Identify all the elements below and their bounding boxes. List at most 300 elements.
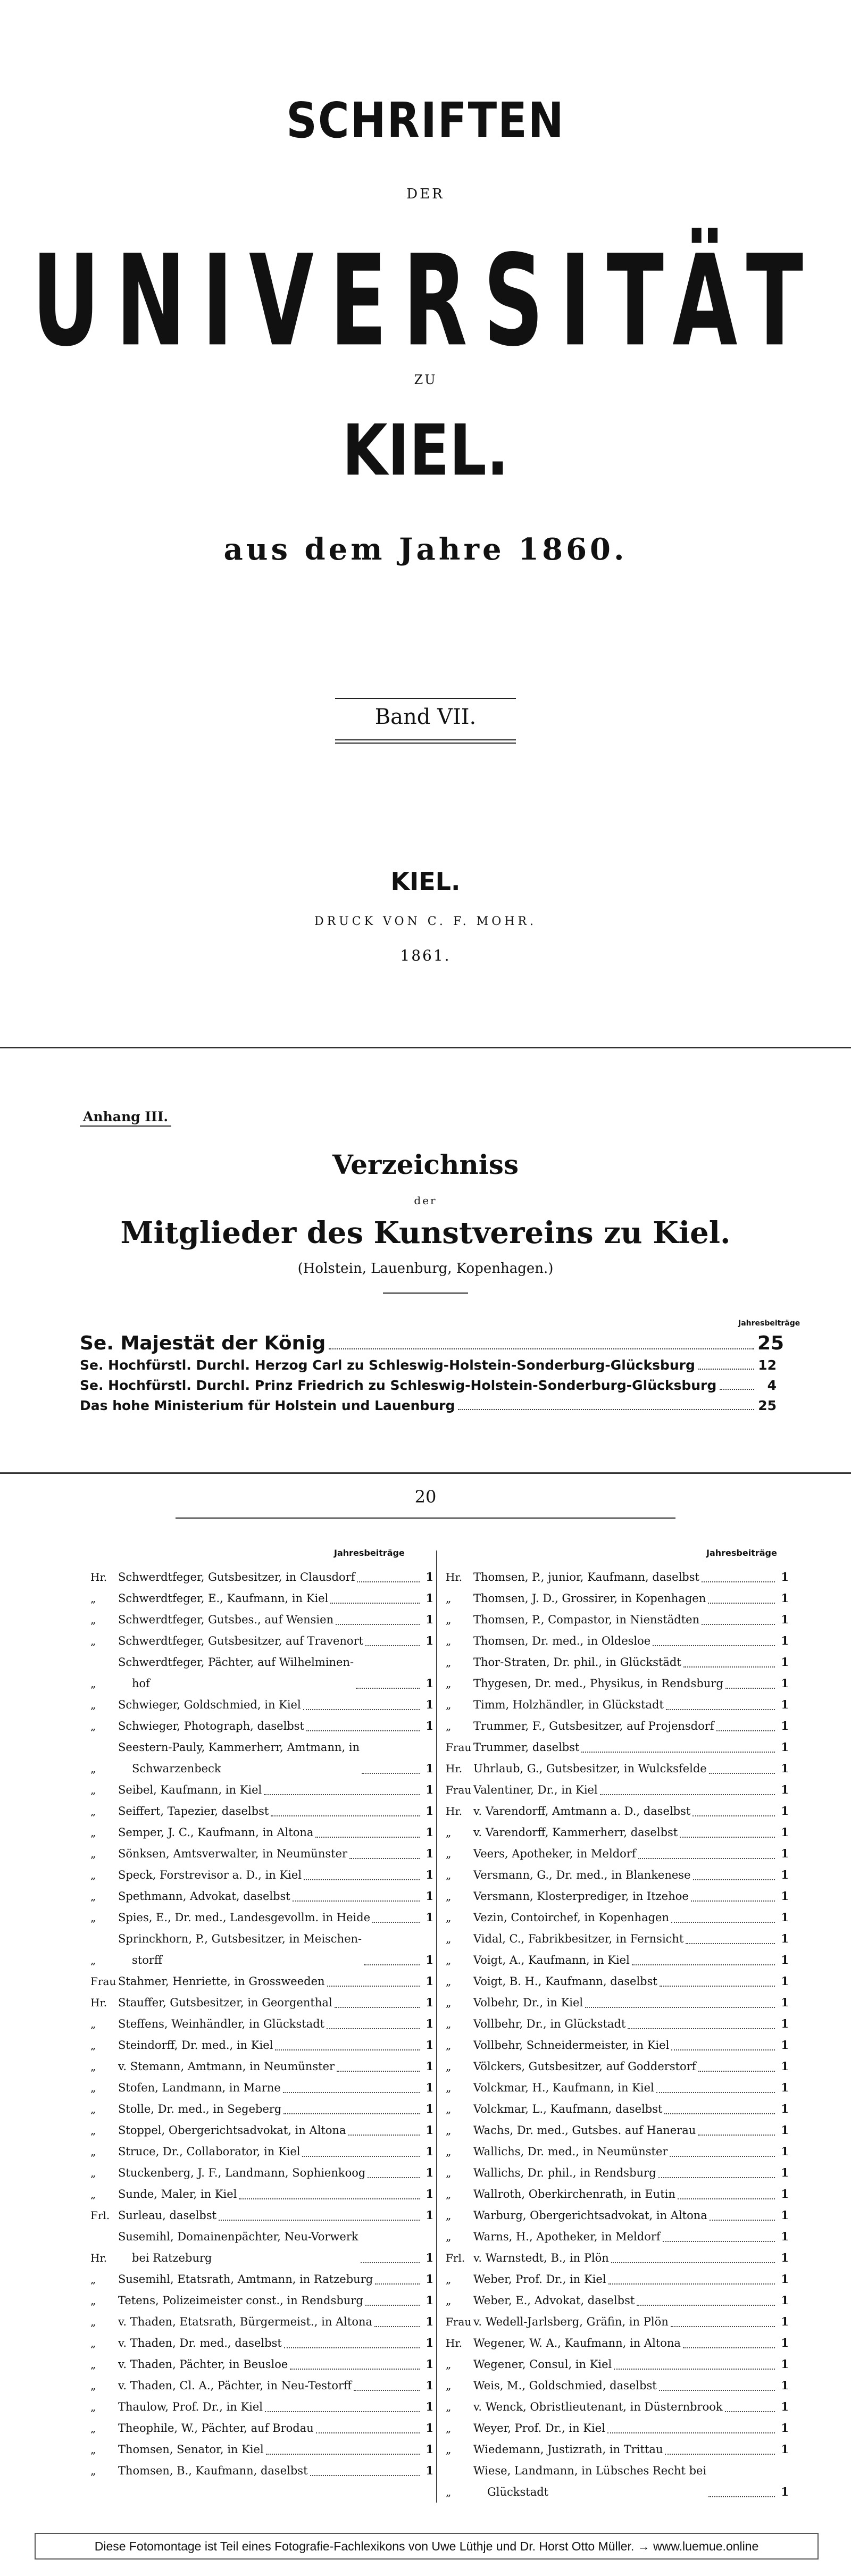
entry-text: Vidal, C., Fabrikbesitzer, in Fernsicht <box>473 1932 684 1945</box>
entry-amount: 1 <box>426 1677 433 1690</box>
list-entry <box>446 1843 789 1864</box>
list-entry <box>446 1715 789 1737</box>
page-number: 20 <box>414 1487 437 1507</box>
entry-title: „ <box>446 2166 452 2179</box>
entry-amount: 1 <box>426 1591 433 1605</box>
entry-amount: 1 <box>781 2038 789 2052</box>
list-entry <box>90 1715 433 1737</box>
entry-amount: 1 <box>781 2251 789 2264</box>
leader-dots <box>628 2028 775 2029</box>
entry-amount: 1 <box>426 2336 433 2349</box>
list-entry <box>446 2077 789 2098</box>
entry-title: „ <box>446 2018 452 2030</box>
member-row <box>80 1378 777 1393</box>
entry-title: „ <box>446 1698 452 1711</box>
entry-title: Frl. <box>446 2252 465 2264</box>
entry-text: Stauffer, Gutsbesitzer, in Georgenthal <box>118 1996 332 2009</box>
list-entry <box>446 2013 789 2035</box>
entry-amount: 1 <box>426 1613 433 1626</box>
list-entry <box>446 2162 789 2183</box>
imprint-printer: DRUCK VON C. F. MOHR. <box>314 915 537 928</box>
entry-title: „ <box>446 2443 452 2456</box>
leader-dots <box>357 1581 420 1582</box>
entry-text: Schwieger, Goldschmied, in Kiel <box>118 1698 301 1711</box>
leader-dots <box>364 1964 420 1965</box>
list-entry <box>90 1737 433 1779</box>
entry-amount: 1 <box>426 1911 433 1924</box>
list-entry <box>90 1992 433 2013</box>
entry-text: Thaulow, Prof. Dr., in Kiel <box>118 2400 263 2413</box>
list-entry <box>446 2205 789 2226</box>
entry-title: „ <box>446 1869 452 1881</box>
entry-text: Susemihl, Domainenpächter, Neu-Vorwerk <box>118 2230 358 2243</box>
list-entry <box>446 1949 789 1971</box>
entry-title: „ <box>90 1847 96 1860</box>
leader-dots <box>337 2071 420 2072</box>
entry-amount: 1 <box>426 2442 433 2456</box>
entry-title: „ <box>446 1635 452 1647</box>
entry-text: Vollbehr, Dr., in Glückstadt <box>473 2018 626 2030</box>
entry-amount: 1 <box>781 2485 789 2498</box>
entry-text: Voigt, A., Kaufmann, in Kiel <box>473 1954 630 1966</box>
list-entry <box>446 1779 789 1800</box>
member-name: Se. Hochfürstl. Durchl. Prinz Friedrich zu Schleswig-Holstein-Sonderburg-Glücksburg <box>80 1378 717 1393</box>
leader-dots <box>607 2432 775 2433</box>
leader-dots <box>670 2156 775 2157</box>
leader-dots <box>283 2092 420 2093</box>
entry-amount: 1 <box>426 2166 433 2179</box>
panel-separator <box>0 1047 851 1048</box>
entry-text: Spethmann, Advokat, daselbst <box>118 1890 290 1903</box>
entry-text: Wiedemann, Justizrath, in Trittau <box>473 2443 663 2456</box>
entry-amount: 1 <box>781 2102 789 2115</box>
entry-title: Hr. <box>446 1805 463 1818</box>
entry-title: „ <box>90 1826 96 1839</box>
entry-text: v. Thaden, Dr. med., daselbst <box>118 2337 282 2349</box>
entry-amount: 1 <box>426 2017 433 2030</box>
entry-title: „ <box>446 2294 452 2307</box>
list-entry <box>90 1694 433 1715</box>
entry-text: Sprinckhorn, P., Gutsbesitzer, in Meischen- <box>118 1932 362 1945</box>
list-entry <box>90 1843 433 1864</box>
entry-text: Veers, Apotheker, in Meldorf <box>473 1847 636 1860</box>
leader-dots <box>458 1408 754 1410</box>
list-entry <box>446 1800 789 1822</box>
entry-amount: 1 <box>781 1783 789 1796</box>
entry-amount: 1 <box>426 1804 433 1818</box>
leader-dots <box>304 1879 420 1880</box>
leader-dots <box>671 2049 775 2050</box>
list-entry <box>446 2226 789 2247</box>
leader-dots <box>302 2156 420 2157</box>
leader-dots <box>686 1943 775 1944</box>
leader-dots <box>315 1837 420 1838</box>
entry-text: Schwerdtfeger, E., Kaufmann, in Kiel <box>118 1592 329 1605</box>
member-row <box>80 1332 785 1354</box>
entry-amount: 1 <box>426 2208 433 2222</box>
entry-title: Frau <box>90 1975 116 1988</box>
entry-title: „ <box>446 2081 452 2094</box>
band-rule-bottom <box>335 739 516 740</box>
leader-dots <box>327 2028 420 2029</box>
list-entry <box>90 1907 433 1928</box>
entry-amount: 1 <box>426 2081 433 2094</box>
entry-text: v. Thaden, Etatsrath, Bürgermeist., in Altona <box>118 2315 373 2328</box>
footer <box>0 2521 851 2576</box>
leader-dots <box>614 2369 775 2370</box>
entry-title: „ <box>446 2379 452 2392</box>
entry-amount: 1 <box>426 2102 433 2115</box>
entry-text: Theophile, W., Pächter, auf Brodau <box>118 2422 314 2435</box>
entry-amount: 1 <box>426 2400 433 2413</box>
leader-dots <box>678 2198 775 2199</box>
entry-text: v. Wedell-Jarlsberg, Gräfin, in Plön <box>473 2315 669 2328</box>
list-entry <box>90 2290 433 2311</box>
leader-dots <box>702 1624 775 1625</box>
entry-title: „ <box>90 2188 96 2200</box>
entry-text: Schwerdtfeger, Gutsbesitzer, in Clausdorf <box>118 1571 355 1583</box>
entry-amount: 1 <box>781 2442 789 2456</box>
entry-title: „ <box>446 1954 452 1966</box>
entry-text: Voigt, B. H., Kaufmann, daselbst <box>473 1975 657 1988</box>
entry-text: Surleau, daselbst <box>118 2209 217 2222</box>
appendix-rule <box>383 1293 468 1294</box>
leader-dots <box>693 1879 775 1880</box>
list-entry <box>446 2311 789 2332</box>
entry-text-continued: hof <box>132 1677 150 1690</box>
entry-amount: 1 <box>781 2166 789 2179</box>
leader-dots <box>365 1645 420 1646</box>
list-entry <box>90 2375 433 2396</box>
entry-amount: 1 <box>426 2357 433 2371</box>
entry-text: v. Stemann, Amtmann, in Neumünster <box>118 2060 335 2073</box>
entry-text: Stofen, Landmann, in Marne <box>118 2081 281 2094</box>
entry-amount: 1 <box>426 1634 433 1647</box>
list-entry <box>90 2460 433 2481</box>
entry-text: Stolle, Dr. med., in Segeberg <box>118 2103 282 2115</box>
entry-text-continued: Schwarzenbeck <box>132 1762 221 1775</box>
entry-amount: 1 <box>426 1825 433 1839</box>
leader-dots <box>374 2326 420 2327</box>
entry-title: „ <box>90 1762 96 1775</box>
list-entry <box>90 2035 433 2056</box>
list-entry <box>446 2290 789 2311</box>
list-entry <box>90 2311 433 2332</box>
member-name: Se. Majestät der König <box>80 1332 326 1354</box>
list-entry <box>90 2269 433 2290</box>
entry-title: „ <box>90 1677 96 1690</box>
entry-amount: 1 <box>426 2145 433 2158</box>
list-entry <box>90 2205 433 2226</box>
entry-amount: 1 <box>781 1911 789 1924</box>
leader-dots <box>219 2220 420 2221</box>
leader-dots <box>581 1752 775 1753</box>
entry-text: v. Warnstedt, B., in Plön <box>473 2252 609 2264</box>
entry-title: Hr. <box>446 2337 463 2349</box>
leader-dots <box>306 1730 420 1731</box>
entry-text: Struce, Dr., Collaborator, in Kiel <box>118 2145 301 2158</box>
entry-title: „ <box>90 1805 96 1818</box>
entry-title: Hr. <box>90 1571 107 1583</box>
appendix-label: Anhang III. <box>80 1109 171 1127</box>
entry-title: „ <box>90 2337 96 2349</box>
leader-dots <box>354 2390 420 2391</box>
entry-text: Völckers, Gutsbesitzer, auf Godderstorf <box>473 2060 696 2073</box>
list-entry <box>90 1630 433 1652</box>
leader-dots <box>349 1858 420 1859</box>
entry-title: „ <box>90 2443 96 2456</box>
list-entry <box>446 1864 789 1886</box>
entry-text: Warburg, Obergerichtsadvokat, in Altona <box>473 2209 707 2222</box>
entry-title: Frau <box>446 1783 472 1796</box>
entry-title: „ <box>90 2315 96 2328</box>
leader-dots <box>293 1900 420 1902</box>
entry-title: „ <box>446 2273 452 2286</box>
panel-separator <box>0 1472 851 1474</box>
leader-dots <box>290 2369 420 2370</box>
entry-text: Versmann, Klosterprediger, in Itzehoe <box>473 1890 689 1903</box>
entry-title: „ <box>90 1783 96 1796</box>
entry-amount: 1 <box>781 2230 789 2243</box>
leader-dots <box>653 1645 775 1646</box>
entry-text: Volckmar, H., Kaufmann, in Kiel <box>473 2081 654 2094</box>
list-entry <box>446 2332 789 2354</box>
list-entry <box>446 2269 789 2290</box>
list-entry <box>90 1864 433 1886</box>
leader-dots <box>683 1666 775 1668</box>
list-entry <box>446 2183 789 2205</box>
entry-amount: 1 <box>426 1847 433 1860</box>
title-year-line: aus dem Jahre 1860. <box>223 532 628 567</box>
list-entry <box>90 1652 433 1694</box>
entry-amount: 1 <box>426 1953 433 1966</box>
leader-dots <box>691 1900 775 1902</box>
leader-dots <box>725 2411 775 2412</box>
entry-title: „ <box>446 1996 452 2009</box>
entry-amount: 1 <box>781 1996 789 2009</box>
entry-title: „ <box>446 1656 452 1669</box>
entry-title: „ <box>446 2124 452 2137</box>
entry-text: Weyer, Prof. Dr., in Kiel <box>473 2422 605 2435</box>
entry-text: Weis, M., Goldschmied, daselbst <box>473 2379 657 2392</box>
entry-text-continued: bei Ratzeburg <box>132 2252 212 2264</box>
list-entry <box>90 1971 433 1992</box>
list-entry <box>90 1779 433 1800</box>
leader-dots <box>656 2092 775 2093</box>
entry-text: Thor-Straten, Dr. phil., in Glückstädt <box>473 1656 681 1669</box>
entry-title: Hr. <box>90 2252 107 2264</box>
entry-amount: 1 <box>781 1719 789 1732</box>
list-entry <box>446 1630 789 1652</box>
entry-amount: 1 <box>426 2379 433 2392</box>
entry-amount: 1 <box>781 2208 789 2222</box>
entry-text: Stahmer, Henriette, in Grossweeden <box>118 1975 325 1988</box>
leader-dots <box>239 2198 420 2199</box>
entry-amount: 1 <box>781 2336 789 2349</box>
leader-dots <box>265 2411 420 2412</box>
footer-credit: Diese Fotomontage ist Teil eines Fotografie-Fachlexikons von Uwe Lüthje und Dr. Horst Otto Müller. → www.luemue.online <box>35 2533 819 2560</box>
list-page <box>0 1476 851 2516</box>
entry-title: „ <box>90 2081 96 2094</box>
entry-amount: 1 <box>781 2315 789 2328</box>
entry-title: „ <box>446 1613 452 1626</box>
leader-dots <box>336 1624 420 1625</box>
title-schriften: SCHRIFTEN <box>286 92 565 149</box>
member-amount: 25 <box>757 1332 785 1354</box>
entry-text: Seiffert, Tapezier, daselbst <box>118 1805 269 1818</box>
entry-amount: 1 <box>781 1740 789 1754</box>
leader-dots <box>666 1709 775 1710</box>
leader-dots <box>335 2007 420 2008</box>
entry-text: Volbehr, Dr., in Kiel <box>473 1996 583 2009</box>
list-entry <box>90 1566 433 1588</box>
entry-title: „ <box>446 1890 452 1903</box>
appendix-subtitle: (Holstein, Lauenburg, Kopenhagen.) <box>297 1261 554 1277</box>
leader-dots <box>702 1581 775 1582</box>
entry-amount: 1 <box>781 2187 789 2200</box>
leader-dots <box>663 2241 775 2242</box>
entry-amount: 1 <box>426 2060 433 2073</box>
leader-dots <box>368 2177 420 2178</box>
entry-amount: 1 <box>426 1889 433 1903</box>
leader-dots <box>698 1368 754 1370</box>
page-rule <box>176 1518 675 1519</box>
appendix-der: der <box>414 1194 437 1207</box>
band-rule-bottom-2 <box>335 743 516 744</box>
leader-dots <box>693 1815 775 1816</box>
entry-amount: 1 <box>426 1570 433 1583</box>
leader-dots <box>600 1794 775 1795</box>
entry-title: „ <box>90 1592 96 1605</box>
entry-title: „ <box>90 2422 96 2435</box>
leader-dots <box>327 1986 420 1987</box>
entry-text: Thomsen, P., junior, Kaufmann, daselbst <box>473 1571 699 1583</box>
entry-text: Seestern-Pauly, Kammerherr, Amtmann, in <box>118 1741 360 1754</box>
leader-dots <box>664 2113 775 2114</box>
list-entry <box>90 2354 433 2375</box>
entry-text: Wallichs, Dr. phil., in Rendsburg <box>473 2166 656 2179</box>
leader-dots <box>316 2432 420 2433</box>
list-entry <box>90 2162 433 2183</box>
entry-amount: 1 <box>426 2272 433 2286</box>
entry-text: Schwieger, Photograph, daselbst <box>118 1720 304 1732</box>
entry-title: „ <box>446 2358 452 2371</box>
entry-text: Timm, Holzhändler, in Glückstadt <box>473 1698 664 1711</box>
entry-title: „ <box>90 1890 96 1903</box>
entry-amount: 1 <box>781 1804 789 1818</box>
band-label: Band VII. <box>374 705 477 729</box>
entry-amount: 1 <box>781 2294 789 2307</box>
list-entry <box>446 1886 789 1907</box>
leader-dots <box>708 1603 775 1604</box>
leader-dots <box>720 1388 754 1390</box>
list-entry <box>446 2375 789 2396</box>
list-entry <box>446 1822 789 1843</box>
entry-amount: 1 <box>781 1655 789 1669</box>
list-entry <box>446 2396 789 2417</box>
leader-dots <box>271 1815 420 1816</box>
entry-amount: 1 <box>781 1889 789 1903</box>
entry-amount: 1 <box>781 1974 789 1988</box>
entry-amount: 1 <box>426 2421 433 2435</box>
appendix-heading: Verzeichniss <box>332 1149 519 1180</box>
leader-dots <box>362 1773 420 1774</box>
entry-text: Wegener, W. A., Kaufmann, in Altona <box>473 2337 681 2349</box>
entry-title: „ <box>90 2166 96 2179</box>
list-entry <box>90 2439 433 2460</box>
leader-dots <box>632 1964 775 1965</box>
leader-dots <box>361 2262 420 2263</box>
list-entry <box>90 2226 433 2269</box>
title-page <box>0 0 851 1045</box>
leader-dots <box>372 1922 420 1923</box>
left-column <box>90 1566 433 2481</box>
entry-title: „ <box>446 1911 452 1924</box>
band-rule-top <box>335 698 516 699</box>
entry-amount: 1 <box>781 1953 789 1966</box>
entry-amount: 1 <box>781 2421 789 2435</box>
leader-dots <box>310 2475 420 2476</box>
leader-dots <box>660 1986 775 1987</box>
list-entry <box>446 1928 789 1949</box>
entry-amount: 1 <box>781 2123 789 2137</box>
list-entry <box>446 1673 789 1694</box>
entry-text: Thomsen, Dr. med., in Oldesloe <box>473 1635 651 1647</box>
entry-title: Frl. <box>90 2209 110 2222</box>
entry-amount: 1 <box>426 1762 433 1775</box>
entry-amount: 1 <box>426 2464 433 2477</box>
member-amount: 12 <box>758 1357 777 1373</box>
list-entry <box>90 1588 433 1609</box>
entry-text: Weber, E., Advokat, daselbst <box>473 2294 635 2307</box>
entry-text: Schwerdtfeger, Gutsbes., auf Wensien <box>118 1613 334 1626</box>
entry-text: Thomsen, B., Kaufmann, daselbst <box>118 2464 308 2477</box>
list-entry <box>90 2013 433 2035</box>
list-entry <box>446 1971 789 1992</box>
entry-text: Susemihl, Etatsrath, Amtmann, in Ratzeburg <box>118 2273 373 2286</box>
list-entry <box>446 2417 789 2439</box>
entry-title: „ <box>90 2039 96 2052</box>
list-entry <box>90 2183 433 2205</box>
entry-title: „ <box>90 2018 96 2030</box>
entry-amount: 1 <box>426 1783 433 1796</box>
list-entry <box>446 1992 789 2013</box>
entry-text-continued: Glückstadt <box>487 2486 549 2498</box>
list-entry <box>446 2120 789 2141</box>
appendix-title: Mitglieder des Kunstvereins zu Kiel. <box>120 1215 731 1251</box>
entry-title: Frau <box>446 2315 472 2328</box>
entry-amount: 1 <box>426 2294 433 2307</box>
entry-title: „ <box>446 2486 452 2498</box>
entry-title: Hr. <box>90 1996 107 2009</box>
entry-text: Vollbehr, Schneidermeister, in Kiel <box>473 2039 670 2052</box>
list-entry <box>446 1652 789 1673</box>
entry-amount: 1 <box>426 1868 433 1881</box>
entry-text: Trummer, F., Gutsbesitzer, auf Projensdorf <box>473 1720 714 1732</box>
entry-text: Thomsen, J. D., Grossirer, in Kopenhagen <box>473 1592 706 1605</box>
member-name: Se. Hochfürstl. Durchl. Herzog Carl zu Schleswig-Holstein-Sonderburg-Glücksburg <box>80 1357 695 1373</box>
entry-title: „ <box>90 2400 96 2413</box>
entry-amount: 1 <box>781 2060 789 2073</box>
title-zu: ZU <box>414 372 437 387</box>
leader-dots <box>683 2347 775 2348</box>
entry-text: Stuckenberg, J. F., Landmann, Sophienkoog <box>118 2166 366 2179</box>
entry-title: „ <box>90 2145 96 2158</box>
list-entry <box>90 1609 433 1630</box>
leader-dots <box>375 2283 420 2285</box>
entry-text: Sönksen, Amtsverwalter, in Neumünster <box>118 1847 348 1860</box>
entry-text-continued: storff <box>132 1954 162 1966</box>
